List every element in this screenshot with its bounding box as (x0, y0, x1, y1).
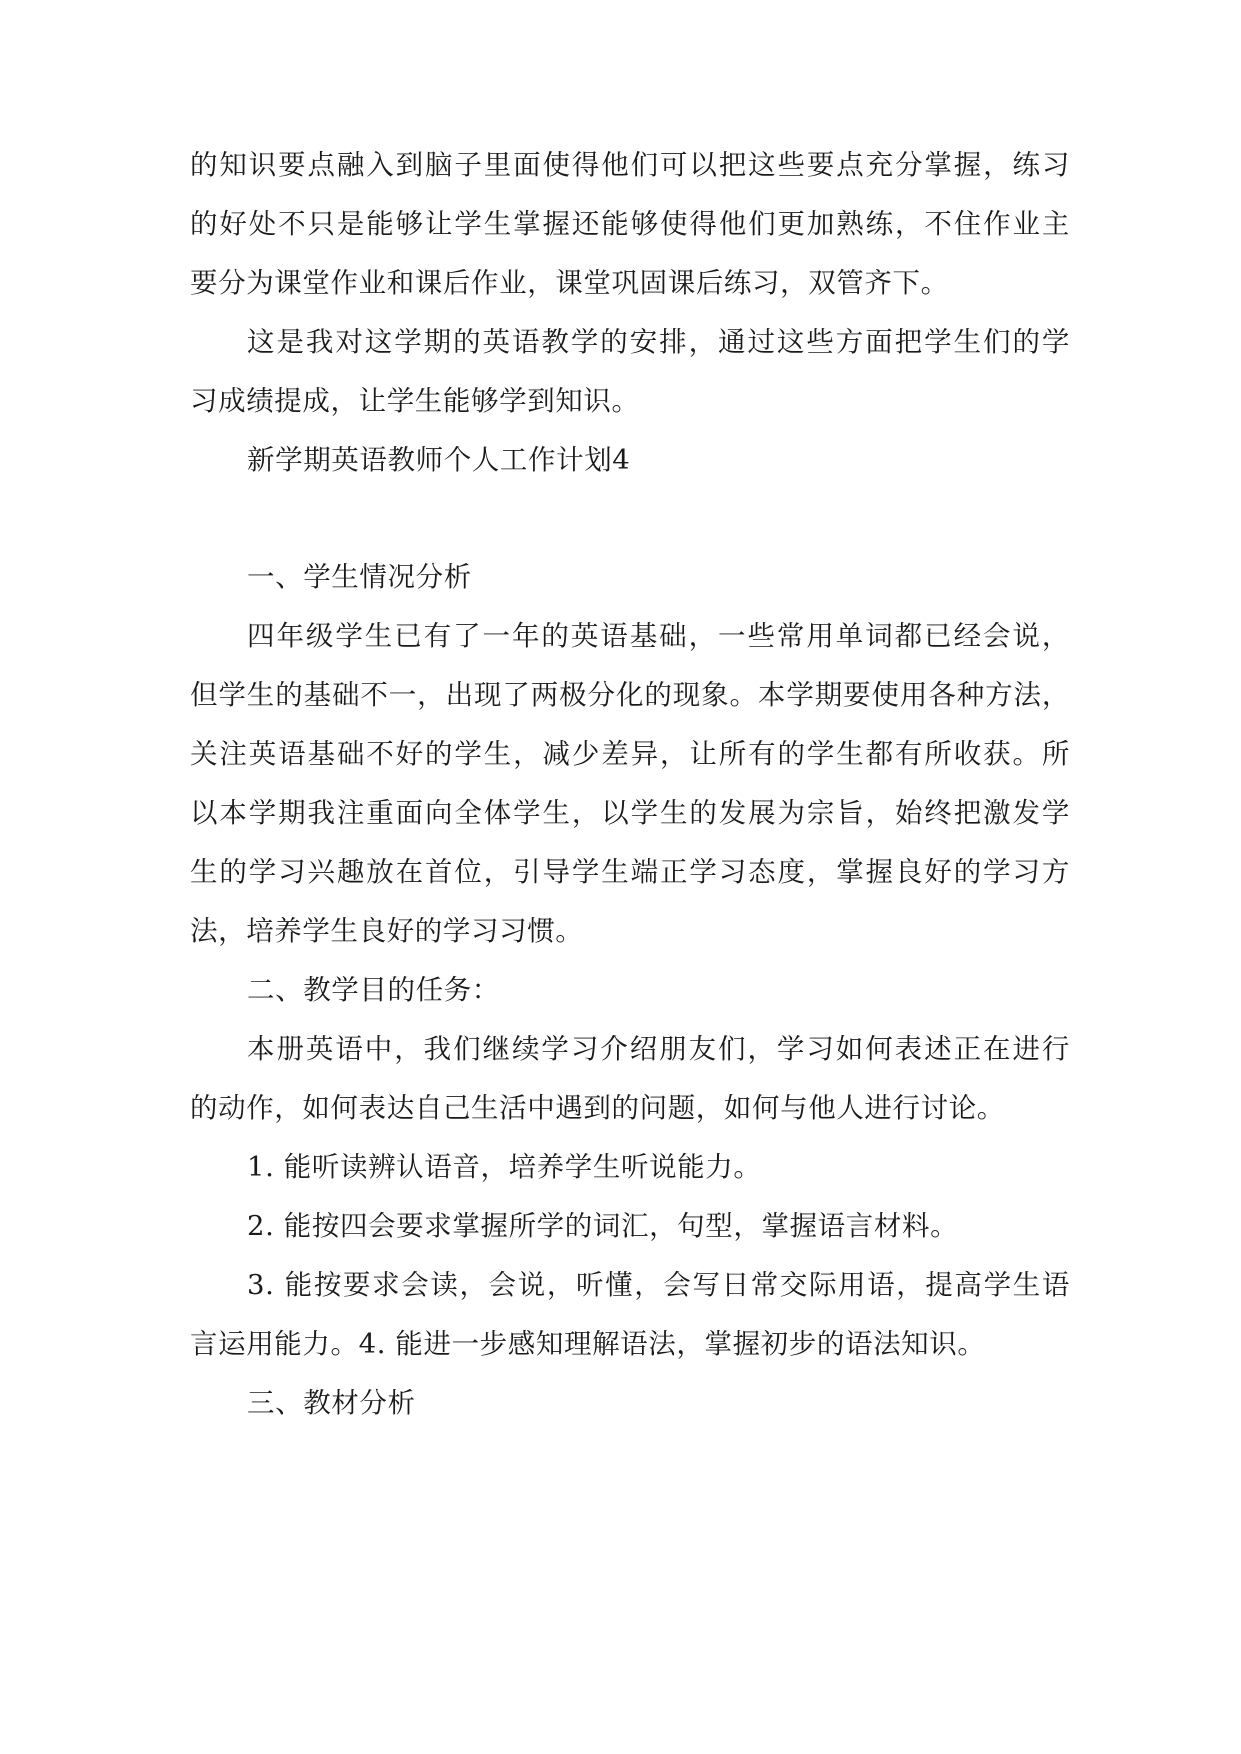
section-heading: 二、教学目的任务： (247, 974, 500, 1006)
text-line: 习成绩提成，让学生能够学到知识。 (190, 385, 640, 417)
text-line: 要分为课堂作业和课后作业，课堂巩固课后练习，双管齐下。 (190, 267, 949, 299)
text-line: 法，培养学生良好的学习习惯。 (190, 915, 584, 947)
list-item: 3. 能按要求会读，会说，听懂，会写日常交际用语，提高学生语 (247, 1269, 1070, 1301)
text-line: 但学生的基础不一，出现了两极分化的现象。本学期要使用各种方法， (190, 679, 1070, 711)
text-line: 的好处不只是能够让学生掌握还能够使得他们更加熟练，不住作业主 (190, 208, 1070, 240)
list-item: 2. 能按四会要求掌握所学的词汇，句型，掌握语言材料。 (247, 1210, 959, 1242)
section-heading: 新学期英语教师个人工作计划4 (247, 444, 631, 476)
section-heading: 三、教材分析 (247, 1387, 416, 1419)
section-heading: 一、学生情况分析 (247, 561, 472, 593)
text-line: 以本学期我注重面向全体学生，以学生的发展为宗旨，始终把激发学 (190, 797, 1070, 829)
list-item: 言运用能力。4. 能进一步感知理解语法，掌握初步的语法知识。 (190, 1328, 986, 1360)
text-line: 四年级学生已有了一年的英语基础，一些常用单词都已经会说， (247, 620, 1070, 652)
text-line: 这是我对这学期的英语教学的安排，通过这些方面把学生们的学 (247, 326, 1070, 358)
text-line: 的知识要点融入到脑子里面使得他们可以把这些要点充分掌握，练习 (190, 149, 1070, 181)
text-line: 本册英语中，我们继续学习介绍朋友们，学习如何表述正在进行 (247, 1033, 1070, 1065)
text-line: 关注英语基础不好的学生，减少差异，让所有的学生都有所收获。所 (190, 738, 1070, 770)
text-line: 的动作，如何表达自己生活中遇到的问题，如何与他人进行讨论。 (190, 1092, 1005, 1124)
list-item: 1. 能听读辨认语音，培养学生听说能力。 (247, 1151, 762, 1183)
text-line: 生的学习兴趣放在首位，引导学生端正学习态度，掌握良好的学习方 (190, 856, 1070, 888)
